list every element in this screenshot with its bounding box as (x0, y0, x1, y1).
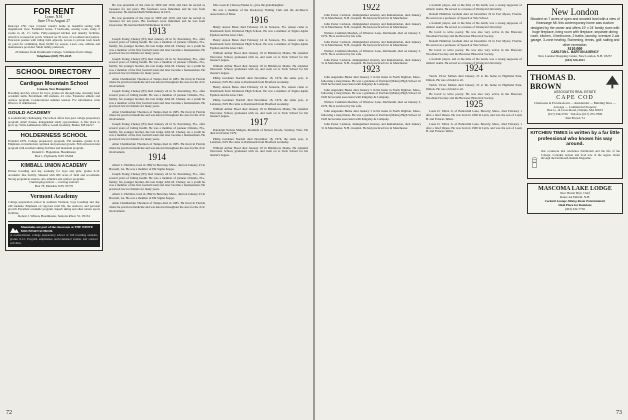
school-directory-banner: SCHOOL DIRECTORY (16, 68, 92, 76)
paragraph: Wallace Cushman Meehan, of Winslow Lane, Dartmouth, died on January 3, 1979. He is survived by his wife. (321, 30, 421, 39)
page-number-right: 73 (616, 410, 622, 416)
new-london-title: New London (551, 7, 599, 17)
paragraph: a football player, and at the time of his death, was a strong supporter of athletic teams. He served as a trustee of Wesleyan University. (426, 4, 522, 11)
vermont-body: College preparation school in southern Vermont, boys boarding and day. 240 students. Emphasis on vigorous rural life, the outdoors, and personal growth. Excellent academic program. Superb skiing and other winter sports facilities. (8, 200, 100, 215)
white-mountain-name: Mountains are part of the classroom at THE WHITE MOUNTAIN SCHOOL (20, 225, 93, 234)
paragraph: Allan Chamberlain Thornton of Tampa died in 1985. He lived in Florida where he practiced medicine and was known throughout the area for his civic involvement. (109, 201, 205, 213)
for-rent-ad (5, 4, 103, 62)
for-rent-body: Restored 1791 cape colonial country home in beautiful setting with magnificent view. Furnished house, 3 bedrooms, sewing room, study, 6 rooms in all, 1½ baths. Fully-equipped kitchen and laundry facilities, attractive screened-in porch. Situated on 50 acres of woodland and pasture. Fenced-in pasture with riding trails adjacent. Access to private town beach on pond for swimming. Rent $1200 for season. Lawn care, utilities and maintenance provided. Small family preferred. (8, 23, 100, 50)
paragraph: John Augustine Burke died January 5 in his home in North Dighton, Mass., following a long illness. He was a graduate of Portland (Maine) High School. In 1920 he became associated with Kingsley & Company. (321, 87, 421, 99)
right-ad-column (527, 4, 623, 218)
new-london-phone: (603) 526-4611 (565, 57, 585, 62)
mascoma-ad (527, 183, 623, 215)
school-directory (5, 66, 103, 251)
page-number-left: 72 (6, 410, 12, 416)
paragraph: John Porter Carleton, distinguished attorney and humanitarian, died January 31 in Manchester, N.H., hospital. He had practiced law in Manchester. (321, 21, 421, 30)
paragraph: Joseph Young Cheney (83) died January 24 in St. Petersburg, Fla., after several years of failing health. He was a member of pioneer Orlando, Fla., family; his younger brother, the late Judge John M. Cheney. As a youth he was a member of the first football team and later became a businessman. He practiced law in Orlando for many years. (109, 172, 205, 191)
thomas-brown-subtitle: ASSOCIATES REAL ESTATE (553, 89, 597, 94)
paragraph: Wallace Cushman Meehan, of Winslow Lane, Dartmouth, died on January 3, 1979. He is survived by his wife. (321, 100, 421, 108)
paragraph: Joseph Young Cheney (83) died January 24 in St. Petersburg, Fla., after several years of failing health. He was a member of pioneer Orlando, Fla., family; his younger brother, the late Judge John M. Cheney. As a youth he was a member of the first football team and later became a businessman. He practiced law in Orlando for many years. (109, 56, 205, 76)
paragraph: William Arthur Hood died January 18 in Biddeford, Maine. He attended Worcester School, graduated with us, and went on to Tuck School for his master's degree. (210, 63, 308, 75)
class-year-heading: 1914 (148, 152, 166, 163)
holderness-contact: Donald C. Hagerman, Headmaster (32, 149, 76, 154)
left-ad-column (5, 4, 103, 255)
paragraph: Allan Chamberlain Thornton of Tampa died in 1985. He lived in Florida where he practiced medicine and was known throughout the area for his civic involvement. (109, 76, 205, 89)
chef-illustration-icon (530, 150, 539, 176)
for-rent-title: FOR RENT (33, 7, 75, 16)
mascoma-line4: Ideal Place for Reunions (558, 202, 592, 207)
paragraph: John Porter Carleton, distinguished attorney and humanitarian, died January 31 in Manchester, N.H., hospital. He had practiced law in Manchester. (321, 12, 421, 21)
divider (8, 221, 100, 222)
paragraph: Louis D. Talbot Jr. of Bantavinh Lane, Beverly, Mass., died February 1 after a brief illness. He was born in 1900 in Lynn, and was the son of Louis B. and Frances Talbot. (426, 109, 522, 121)
left-text-column-2 (109, 4, 205, 215)
divider (8, 191, 100, 192)
class-year-heading: 1923 (362, 64, 380, 75)
new-london-price: $110,000 (567, 46, 583, 52)
thomas-brown-services: Charleston in Provincetown — Residential — Building Sites — Acreage — Commercial Property (534, 100, 616, 109)
paragraph: Randolph Nelson Mulgan, President of Nelson Woods, Saxbury, Wisc. He died in October 1979. (210, 127, 308, 136)
holderness-address: Box 1, Plymouth, N.H. 03264 (34, 153, 74, 158)
mascoma-phone: (603) 632-7736 (565, 206, 585, 211)
paragraph: John Porter Carleton, distinguished attorney and humanitarian, died January 31 in Manchester, N.H., hospital. He had practiced law in Manchester. (321, 39, 421, 48)
paragraph: Donald Hamilton Graham died on December 19 in Fort Myers, Florida. He served as a professor of Speech at Yale School. (426, 12, 522, 20)
thomas-brown-town: Tom Brown '51 (565, 116, 585, 121)
paragraph: Henry Anson Bates died February 16 in Sarasota, Fla. Anson came to Dartmouth from Wollaston High School. He was a member of Sigma Alpha Epsilon and the Glee Club. (210, 25, 308, 37)
paragraph: He was a member of the Rockaway Fishing Club and the Architects Association of Mass. (210, 8, 308, 16)
paragraph: William Arthur Hood died January 18 in Biddeford, Maine. He attended Worcester School, graduated with us, and went on to Tuck School for his master's degree. (210, 145, 308, 158)
right-page (315, 0, 628, 420)
divider (8, 160, 100, 161)
gould-body: is academically challenging. The school offers four-year college preparatory program, small classes, independent study opportunities. A fine place to grow up. Write Admissions Office, Gould Academy, Bethel, ME 04217. (8, 116, 100, 128)
paragraph: William Arthur Hood died January 18 in Biddeford, Maine. He attended Worcester School, graduated with us, and went on to Tuck School for his master's degree. (210, 50, 308, 63)
kitchen-times-title: KITCHEN TIMES is written by a far little professional who knows his way around. (530, 131, 620, 148)
class-year-heading: 1916 (250, 14, 268, 25)
gould-name: GOULD ACADEMY (8, 111, 51, 117)
kimball-tagline: Challenging talents — inviting summer (28, 180, 80, 185)
paragraph: Allan Chamberlain Thornton of Tampa died in 1985. He lived in Florida where he practiced medicine and was known throughout the area for his civic involvement. (109, 109, 205, 121)
class-year-heading: 1924 (465, 63, 483, 74)
paragraph: John Porter Carleton, distinguished attorney and humanitarian, died January 31 in Manchester, N.H., hospital. He had practiced law in Manchester. (321, 121, 421, 130)
mascoma-line2: Route 4A Enfield, N.H. (559, 194, 591, 199)
paragraph: John Augustine Burke died January 5 in his home in North Dighton, Mass., following a long illness. He was a graduate of Portland (Maine) High School. In 1920 he became associated with Kingsley & Company. (321, 74, 421, 87)
for-rent-phone: Telephone (603) 795-2645 (36, 53, 72, 58)
paragraph: He loved to write poetry. He was also very active in the Brewster Woodland Society and the Brewster Historical Society. (426, 48, 522, 56)
paragraph: Philip Gardener Nordell died November 18, 1976, the same year, at Lebanon, N.H. He came to Dartmouth from Bradford Academy. (210, 76, 308, 84)
kimball-name: KIMBALL UNION ACADEMY (20, 163, 88, 170)
left-text-column-3 (210, 4, 308, 159)
thomas-brown-phone: (617) 349-2726 · Toll-free (617) 255-7800 (547, 112, 603, 117)
thomas-brown-ad (527, 70, 623, 124)
thomas-brown-region: CAPE COD (556, 94, 594, 101)
divider (8, 108, 100, 109)
paragraph: a football player, and at the time of his death, was a strong supporter of athletic teams. He served as a trustee of Wesleyan University. (426, 57, 522, 65)
paragraph: Henry Anson Bates died February 16 in Sarasota, Fla. Anson came to Dartmouth from Wollaston High School. He was a member of Sigma Alpha Epsilon and the Glee Club. (210, 38, 308, 50)
paragraph: He loved to write poetry. He was also very active in the Brewster Woodland Society and the Brewster Historical Society. (426, 30, 522, 38)
paragraph: Louis D. Talbot Jr. of Bantavinh Lane, Beverly, Mass., died February 1 after a brief illness. He was born in 1900 in Lynn, and was the son of Louis B. and Frances Talbot. (426, 121, 522, 134)
new-london-agency: CARLTON L. BARTON AGENCY (551, 49, 599, 54)
holderness-name: HOLDERNESS SCHOOL (20, 132, 88, 139)
paragraph: Joseph Young Cheney (83) died January 24 in St. Petersburg, Fla., after several years of failing health. He was a member of pioneer Orlando, Fla., family; his younger brother, the late Judge John M. Cheney. As a youth he was a member of the first football team and later became a businessman. He practiced law in Orlando for many years. (109, 36, 205, 56)
for-rent-location: Lyme, N.H. (45, 15, 63, 19)
paragraph: Joseph Young Cheney (83) died January 24 in St. Petersburg, Fla., after several years of failing health. He was a member of pioneer Orlando, Fla., family; his younger brother, the late Judge John M. Cheney. As a youth he was a member of the first football team and later became a businessman. He practiced law in Orlando for many years. (109, 122, 205, 142)
new-london-address: New London Shopping Center, New London, N.H. 03257 (538, 53, 612, 58)
paragraph: Albert C. Hobbins, born in 1892 in Beverley, Mass., died on January 23 in Boswell, Ga. He was a member of Phi Sigma Kappa. (109, 163, 205, 171)
white-mountain-ad (8, 224, 100, 247)
paragraph: Albert C. Hobbins, born in 1892 in Beverley, Mass., died on January 23 in Boswell, Ga. He was a member of Phi Sigma Kappa. (109, 192, 205, 200)
right-text-column-1 (321, 4, 421, 132)
paragraph: Philip Gardener Nordell died November 18, 1976, the same year, at Lebanon, N.H. He came to Dartmouth from Bradford Academy. (210, 97, 308, 106)
paragraph: Mrs. Leon R. (Teresa) Weeks Jr., gave the granddaughter. (213, 4, 285, 7)
paragraph: Henry Anson Bates died February 16 in Sarasota, Fla. Anson came to Dartmouth from Wollaston High School. He was a member of Sigma Alpha Epsilon and the Glee Club. (210, 85, 308, 97)
left-page (0, 0, 313, 420)
paragraph: Varick Victor Mahan died January 23 at his home in Highland Park, Illinois. He was a friend to all. (426, 74, 522, 82)
paragraph: Donald Hamilton Graham died on December 19 in Fort Myers, Florida. He served as a professor of Speech at Yale School. (426, 39, 522, 47)
class-year-heading: 1922 (362, 4, 380, 12)
paragraph: Joseph Young Cheney (83) died January 24 in St. Petersburg, Fla., after several years of failing health. He was a member of pioneer Orlando, Fla., family; his younger brother, the late Judge John M. Cheney. As a youth he was a member of the first football team and later became a businessman. He practiced law in Orlando for many years. (109, 89, 205, 109)
tree-icon (605, 75, 620, 89)
paragraph: He loved to write poetry. He was also very active in the Brewster Woodland Society and the Brewster Historical Society. (426, 92, 522, 100)
class-year-heading: 1925 (465, 98, 483, 109)
kitchen-times-ad (527, 128, 623, 179)
kimball-body: Private boarding and day academy for boys and girls, grades 9-12. Academic fine facility. Situated with 600 acres of field and woodlands. Strong program in science, arts, athletics and outdoor programs. (8, 169, 100, 181)
holderness-body: Founded 1879. College preparatory program. 250 students, grades 9-12. Emphasis on intellectual, spiritual and personal growth. Full extracurricular program with excellent skiing facilities and mountain program. (8, 138, 100, 151)
class-year-heading: 1913 (148, 25, 166, 36)
paragraph: Allan Chamberlain Thornton of Tampa died in 1985. He lived in Florida where he practiced medicine and was known throughout the area for his civic involvement. (109, 142, 205, 154)
right-text-column-2 (426, 4, 522, 136)
kitchen-times-body: Our cookbook that celebrates Dartmouth and the life of the College. Contains recipes and food lore of the region. Order through the Dartmouth Alumni Magazine. (540, 148, 620, 161)
thomas-brown-logo (530, 73, 620, 91)
divider (8, 130, 100, 131)
for-rent-dates: June 19 to August 27 (37, 18, 71, 23)
mascoma-name: MASCOMA LAKE LODGE (538, 185, 612, 192)
paragraph: Varick Victor Mahan died January 23 at his home in Highland Park, Illinois. He was a friend to all. (426, 83, 522, 91)
paragraph: John Augustine Burke died January 5 in his home in North Dighton, Mass., following a long illness. He was a graduate of Portland (Maine) High School. In 1920 he became associated with Kingsley & Company. (321, 109, 421, 121)
class-year-heading: 1917 (250, 117, 268, 128)
paragraph: Wallace Cushman Meehan, of Winslow Lane, Dartmouth, died on January 3, 1979. He is survived by his wife. (321, 48, 421, 57)
kimball-contact: Box 78, Meriden, N.H. 03770 (34, 184, 74, 189)
paragraph: Philip Gardener Nordell died November 18, 1976, the same year, at Lebanon, N.H. He came to Dartmouth from Bradford Academy. (210, 136, 308, 145)
cardigan-location: Canaan, New Hampshire (36, 86, 72, 91)
paragraph: William Arthur Hood died January 18 in Biddeford, Maine. He attended Worcester School, graduated with us, and went on to Tuck School for his master's degree. (210, 106, 308, 119)
paragraph: a football player, and at the time of his death, was a strong supporter of athletic teams. He served as a trustee of Wesleyan University. (426, 21, 522, 29)
divider (8, 78, 100, 79)
thomas-brown-address: Box G, 14 Cross Road, Orleans, MA 02653 (547, 108, 603, 113)
new-london-body: Situated on 7 acres of open and wooded land with a view of Kearsarge Mt. this contemporary home was custom designed by the owner and offers 19' x 24' family room with huge fireplace, living room with fireplace, separate dining room, kitchen, 4 bedrooms, 2 baths, laundry, oversize 2-car garage, 3-zone heating. Swimming, tennis, golf, sailing and other recreation. (530, 17, 620, 47)
white-mountain-body: A coeducational, college preparatory school of 100 boarding students, grades 9-12. Program emphasizes environmental studies and outdoor activities. (10, 233, 98, 245)
for-rent-distance: 20 minutes from Dartmouth College. 5 minutes from village. (15, 49, 93, 54)
paragraph: He was president of the class in 1909 and 1910, and later he served as treasurer for ten years. His forebears were fishermen and he was from Gloucester. He married Ruth Whittemore in 1915. (109, 15, 205, 28)
cardigan-body: Boarding and day school for boys, grades six through nine, stressing basic academic skills. Enrollment 160 students, 4:1 ratio. Extensive athletic and outdoor program. Coeducational summer session. For information write Director of Admissions. (8, 90, 100, 106)
mascoma-line3: Cocktail Lounge Dining Room Entertainment (544, 198, 606, 203)
new-london-ad (527, 4, 623, 66)
paragraph: John Porter Carleton, distinguished attorney and humanitarian, died January 31 in Manchester, N.H., hospital. He had practiced law in Manchester. (321, 57, 421, 66)
mascoma-line1: Your Hostel Bryn Chief (560, 190, 590, 195)
vermont-contact: Robert J. Wilson, Headmaster, Saxtons River, Vt. 05154 (18, 214, 90, 219)
thomas-brown-name: THOMAS D. BROWN (530, 72, 576, 91)
paragraph: He was president of the class in 1909 and 1910, and later he served as treasurer for ten years. His forebears were fishermen and he was from Gloucester. He married Ruth Whittemore in 1915. (109, 4, 205, 15)
vermont-name: Vermont Academy (30, 194, 78, 201)
cardigan-name: Cardigan Mountain School (19, 80, 89, 87)
